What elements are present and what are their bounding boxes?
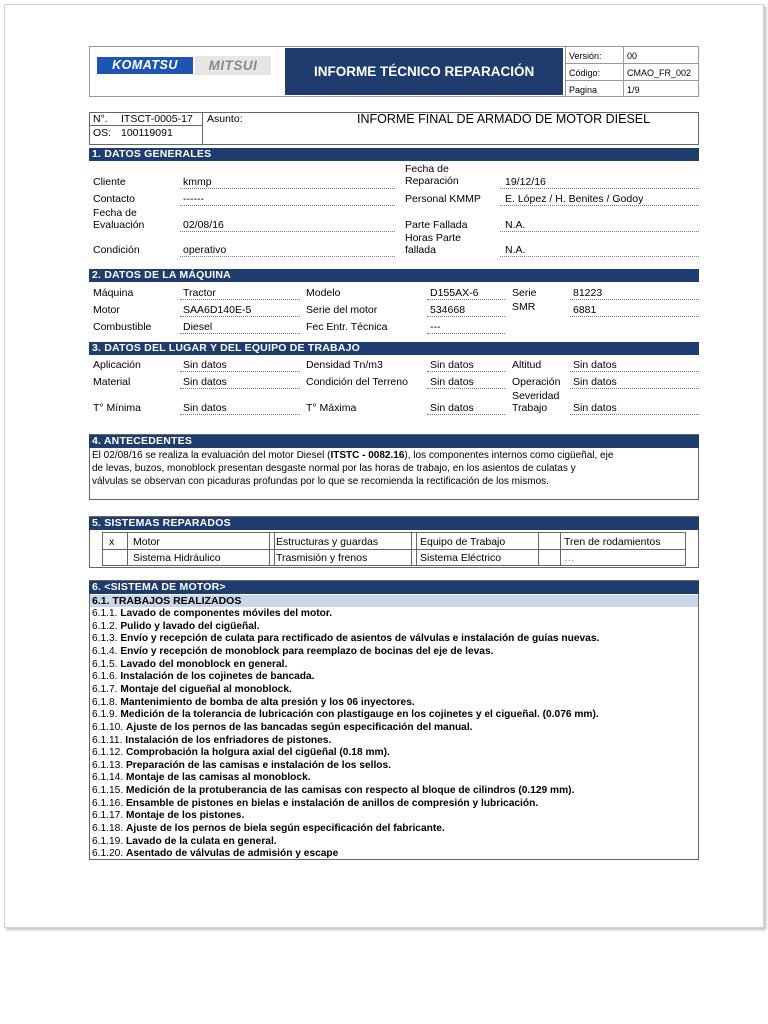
field-underline (180, 333, 300, 334)
systems-table-line (274, 532, 275, 566)
density-value: Sin datos (430, 359, 474, 371)
machine-label: Máquina (93, 287, 134, 299)
evaluation-date-label: Evaluación (93, 219, 145, 231)
terrain-value: Sin datos (430, 376, 474, 388)
code-value: CMAO_FR_002 (627, 68, 692, 78)
altitude-value: Sin datos (573, 359, 617, 371)
work-item-number: 6.1.6. (92, 671, 121, 683)
field-underline (180, 371, 300, 372)
failed-hours-label: Horas Parte (405, 232, 462, 244)
failed-hours-value: N.A. (505, 244, 526, 256)
field-underline (180, 231, 395, 232)
work-item-description: Comprobación la holgura axial del cigüeñal (0.18 mm). (126, 747, 390, 759)
field-underline (570, 414, 699, 415)
work-item-description: Mantenimiento de bomba de alta presión y los 06 inyectores. (120, 696, 415, 708)
condition-label: Condición (93, 244, 140, 256)
work-item (92, 785, 574, 798)
work-item-description: Montaje de los pistones. (126, 810, 245, 822)
smr-label: SMR (512, 301, 536, 313)
section-title-background: 4. ANTECEDENTES (89, 435, 699, 448)
report-number-label: N°. (93, 113, 108, 125)
work-item-description: Ajuste de los pernos de las bancadas según especificación del manual. (126, 721, 473, 733)
section-title-machine: 2. DATOS DE LA MÁQUINA (89, 269, 699, 282)
severity-value: Sin datos (573, 402, 617, 414)
komatsu-logo: KOMATSU (97, 57, 193, 74)
field-underline (570, 316, 699, 317)
field-underline (427, 333, 505, 334)
field-underline (427, 388, 505, 389)
operation-label: Operación (512, 376, 561, 388)
work-item (92, 735, 331, 748)
work-item (92, 709, 599, 722)
work-item-number: 6.1.9. (92, 709, 121, 721)
mitsui-logo: MITSUI (195, 56, 271, 75)
work-item (92, 633, 599, 646)
background-text: válvulas se observan con picaduras profundas por lo que se recomienda la rectificación de los mismos. (92, 476, 549, 487)
system-other: … (564, 552, 575, 564)
work-item-number: 6.1.19. (92, 835, 126, 847)
work-item-description: Montaje de las camisas al monoblock. (126, 772, 311, 784)
system-work-equipment: Equipo de Trabajo (420, 536, 506, 548)
header-divider (623, 46, 624, 97)
work-item-description: Medición de la protuberancia de las camisas con respecto al bloque de cilindros (0.129 mm). (126, 785, 575, 797)
altitude-label: Altitud (512, 359, 542, 371)
engine-serial-value: 534668 (430, 304, 466, 316)
min-temp-label: T° Mínima (93, 402, 141, 414)
section-title-site: 3. DATOS DEL LUGAR Y DEL EQUIPO DE TRABAJO (89, 342, 699, 355)
work-item-description: Instalación de los enfriadores de pistones. (125, 734, 332, 746)
severity-label: Trabajo (512, 402, 548, 414)
work-item-description: Envío y recepción de monoblock para reemplazo de bocinas del eje de levas. (120, 645, 494, 657)
max-temp-label: T° Máxima (306, 402, 357, 414)
field-underline (500, 231, 699, 232)
work-item (92, 772, 311, 785)
header-divider (565, 46, 566, 97)
work-item-number: 6.1.12. (92, 747, 126, 759)
tech-delivery-date-value: --- (430, 321, 441, 333)
report-number: ITSCT-0005-17 (121, 113, 193, 125)
client-value: kmmp (183, 176, 212, 188)
model-value: D155AX-6 (430, 287, 479, 299)
failed-part-label: Parte Fallada (405, 219, 468, 231)
work-item-description: Medición de la tolerancia de lubricación con plastigauge en los cojinetes y el cigueñal. (0.076 mm). (120, 709, 599, 721)
background-text: de levas, buzos, monoblock presentan desgaste normal por las horas de trabajo, en los asientos de culatas y (92, 463, 576, 474)
subject-value: INFORME FINAL DE ARMADO DE MOTOR DIESEL (357, 112, 651, 126)
reference-divider (89, 125, 202, 126)
work-item (92, 621, 260, 634)
field-underline (500, 256, 699, 257)
work-item (92, 722, 473, 735)
work-item-number: 6.1.4. (92, 645, 121, 657)
work-item-description: Asentado de válvulas de admisión y escape (126, 848, 339, 860)
work-item-number: 6.1.20. (92, 848, 126, 860)
field-underline (180, 256, 395, 257)
subject-label: Asunto: (207, 113, 243, 125)
work-item-number: 6.1.2. (92, 620, 121, 632)
model-label: Modelo (306, 287, 341, 299)
work-item (92, 810, 244, 823)
section-title-engine-system: 6. <SISTEMA DE MOTOR> (89, 581, 699, 594)
field-underline (427, 299, 505, 300)
work-item (92, 760, 391, 773)
work-item-number: 6.1.14. (92, 772, 126, 784)
work-item-number: 6.1.7. (92, 683, 121, 695)
version-value: 00 (627, 51, 638, 61)
work-item-number: 6.1.5. (92, 658, 121, 670)
serial-label: Serie (512, 287, 537, 299)
work-item (92, 697, 415, 710)
work-item-description: Lavado de la culata en general. (126, 835, 277, 847)
systems-table-line (560, 532, 561, 566)
systems-table-line (416, 532, 417, 566)
work-item-description: Instalación de los cojinetes de bancada. (120, 671, 315, 683)
min-temp-value: Sin datos (183, 402, 227, 414)
page-label: Pagina (569, 85, 598, 95)
os-number: 100119091 (121, 127, 173, 139)
work-item (92, 836, 277, 849)
system-transmission: Trasmisión y frenos (276, 552, 368, 564)
work-item-description: Pulido y lavado del cigüeñal. (120, 620, 260, 632)
header-divider (565, 63, 699, 64)
evaluation-date-label: Fecha de (93, 207, 137, 219)
work-item-number: 6.1.18. (92, 823, 126, 835)
code-label: Código: (569, 68, 601, 78)
terrain-label: Condición del Terreno (306, 376, 408, 388)
background-text: El 02/08/16 se realiza la evaluación del motor Diesel (ITSTC - 0082.16), los componentes internos como cigüeñal, eje (92, 450, 614, 461)
systems-table-line (411, 532, 412, 566)
work-item (92, 684, 292, 697)
system-engine: Motor (133, 536, 160, 548)
page-value: 1/9 (627, 85, 640, 95)
work-item-number: 6.1.13. (92, 759, 126, 771)
field-underline (427, 414, 505, 415)
field-underline (180, 414, 300, 415)
contact-value: ------ (183, 193, 204, 205)
work-item (92, 747, 390, 760)
systems-table-line (538, 532, 539, 566)
os-label: OS: (93, 127, 112, 139)
work-item-number: 6.1.15. (92, 785, 126, 797)
work-item-description: Lavado del monoblock en general. (120, 658, 288, 670)
work-item-number: 6.1.8. (92, 696, 121, 708)
condition-value: operativo (183, 244, 227, 256)
repair-date-value: 19/12/16 (505, 176, 546, 188)
work-item-description: Preparación de las camisas e instalación de los sellos. (126, 759, 391, 771)
engine-serial-label: Serie del motor (306, 304, 378, 316)
field-underline (180, 188, 395, 189)
field-underline (180, 299, 300, 300)
system-hydraulic: Sistema Hidráulico (133, 552, 221, 564)
field-underline (180, 388, 300, 389)
field-underline (180, 316, 300, 317)
contact-label: Contacto (93, 193, 136, 205)
work-item-number: 6.1.11. (92, 734, 126, 746)
field-underline (570, 388, 699, 389)
system-electrical: Sistema Eléctrico (420, 552, 502, 564)
work-item-description: Envío y recepción de culata para rectificado de asientos de válvulas e instalación de guías nuevas. (120, 633, 600, 645)
field-underline (500, 205, 699, 206)
header-divider (565, 80, 699, 81)
material-label: Material (93, 376, 131, 388)
work-item-number: 6.1.16. (92, 797, 126, 809)
engine-label: Motor (93, 304, 120, 316)
work-item (92, 798, 538, 811)
density-label: Densidad Tn/m3 (306, 359, 383, 371)
application-value: Sin datos (183, 359, 227, 371)
field-underline (427, 316, 505, 317)
work-item-description: Montaje del cigueñal al monoblock. (120, 683, 292, 695)
fuel-value: Diesel (183, 321, 213, 333)
fuel-label: Combustible (93, 321, 152, 333)
material-value: Sin datos (183, 376, 227, 388)
evaluation-date-value: 02/08/16 (183, 219, 224, 231)
repair-date-label: Fecha de (405, 163, 449, 175)
work-item (92, 671, 315, 684)
subsection-title-works: 6.1. TRABAJOS REALIZADOS (90, 595, 698, 607)
operation-value: Sin datos (573, 376, 617, 388)
work-item-number: 6.1.10. (92, 721, 126, 733)
field-underline (427, 371, 505, 372)
section-title-systems: 5. SISTEMAS REPARADOS (89, 517, 699, 530)
machine-value: Tractor (183, 287, 216, 299)
field-underline (570, 371, 699, 372)
smr-value: 6881 (573, 304, 597, 316)
failed-part-value: N.A. (505, 219, 526, 231)
failed-hours-label: fallada (405, 244, 436, 256)
work-item-description: Ensamble de pistones en bielas e instalación de anillos de compresión y lubricación. (126, 797, 539, 809)
report-title: INFORME TÉCNICO REPARACIÓN (285, 48, 563, 95)
work-item (92, 823, 445, 836)
engine-value: SAA6D140E-5 (183, 304, 252, 316)
systems-table-line (127, 532, 128, 566)
repair-date-label: Reparación (405, 175, 459, 187)
system-structures: Estructuras y guardas (276, 536, 379, 548)
application-label: Aplicación (93, 359, 141, 371)
field-underline (570, 299, 699, 300)
work-item-number: 6.1.17. (92, 810, 126, 822)
engine-checkmark: x (109, 536, 115, 548)
max-temp-value: Sin datos (430, 402, 474, 414)
staff-value: E. López / H. Benites / Godoy (505, 193, 644, 205)
tech-delivery-date-label: Fec Entr. Técnica (306, 321, 388, 333)
systems-table-line (102, 549, 686, 550)
field-underline (500, 188, 699, 189)
staff-label: Personal KMMP (405, 193, 481, 205)
serial-value: 81223 (573, 287, 603, 299)
work-item (92, 608, 332, 621)
systems-table-line (269, 532, 270, 566)
severity-label: Severidad (512, 390, 560, 402)
work-item (92, 659, 287, 672)
work-item-number: 6.1.1. (92, 608, 121, 619)
client-label: Cliente (93, 176, 126, 188)
work-item (92, 646, 493, 659)
section-title-general: 1. DATOS GENERALES (89, 148, 699, 161)
work-item (92, 848, 338, 861)
reference-divider (202, 112, 203, 145)
work-item-description: Ajuste de los pernos de biela según especificación del fabricante. (126, 823, 445, 835)
work-item-number: 6.1.3. (92, 633, 121, 645)
field-underline (180, 205, 395, 206)
system-undercarriage: Tren de rodamientos (564, 536, 661, 548)
version-label: Versión: (569, 51, 602, 61)
work-item-description: Lavado de componentes móviles del motor. (120, 608, 333, 619)
